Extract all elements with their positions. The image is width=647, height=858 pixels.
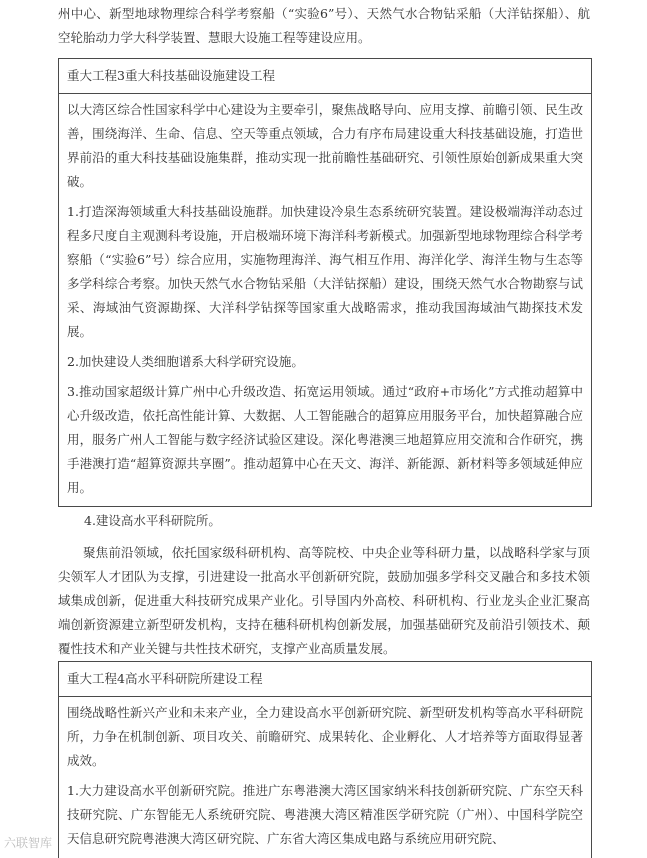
major-project-3-title: 重大工程3重大科技基础设施建设工程 <box>59 59 591 94</box>
major-project-4-box <box>58 661 592 858</box>
major-project-4-body <box>59 697 591 851</box>
major-project-3-para-1: 以大湾区综合性国家科学中心建设为主要牵引，聚焦战略导向、应用支撑、前瞻引领、民生改善，围绕海洋、生命、信息、空天等重点领域，合力有序布局建设重大科技基础设施，打造世界前沿的重大科技基础设施集群，推动实现一批前瞻性基础研究、引领性原始创新成果重大突破。 <box>67 102 583 189</box>
section-heading: 4.建设高水平科研院所。 <box>84 513 221 528</box>
major-project-3-body <box>59 94 591 500</box>
watermark-text: 六联智库 <box>4 836 53 850</box>
major-project-4-para-1: 围绕战略性新兴产业和未来产业，全力建设高水平创新研究院、新型研发机构等高水平科研院所，力争在机制创新、项目攻关、前瞻研究、成果转化、企业孵化、人才培养等方面取得显著成效。 <box>67 705 583 768</box>
major-project-3-para-4: 3.推动国家超级计算广州中心升级改造、拓宽运用领域。通过“政府+市场化”方式推动超算中心升级改造，依托高性能计算、大数据、人工智能融合的超算应用服务平台，加快超算融合应用，服务广州人工智能与数字经济试验区建设。深化粤港澳三地超算应用交流和合作研究，携手港澳打造“超算资源共享圈”。推动超算中心在天文、海洋、新能源、新材料等多领域延伸应用。 <box>67 384 583 495</box>
major-project-4-para-2: 1.大力建设高水平创新研究院。推进广东粤港澳大湾区国家纳米科技创新研究院、广东空天科技研究院、广东智能无人系统研究院、粤港澳大湾区精准医学研究院（广州）、中国科学院空天信息研究院粤港澳大湾区研究院、广东省大湾区集成电路与系统应用研究院、 <box>67 783 583 846</box>
major-project-3-para-2: 1.打造深海领域重大科技基础设施群。加快建设冷泉生态系统研究装置。建设极端海洋动态过程多尺度自主观测科考设施，开启极端环境下海洋科考新模式。加强新型地球物理综合科学考察船（“实验6”号）综合应用，实施物理海洋、海气相互作用、海洋化学、海洋生物与生态等多学科综合考察。加快天然气水合物钻采船（大洋钻探船）建设，围绕天然气水合物勘察与试采、海域油气资源勘探、大洋科学钻探等国家重大战略需求，推动我国海域油气勘探技术发展。 <box>67 204 583 339</box>
intro-paragraph-tail: 州中心、新型地球物理综合科学考察船（“实验6”号）、天然气水合物钻采船（大洋钻探船）、航空轮胎动力学大科学装置、慧眼大设施工程等建设应用。 <box>58 6 590 45</box>
major-project-3-para-3: 2.加快建设人类细胞谱系大科学研究设施。 <box>67 354 304 369</box>
section-paragraph: 聚焦前沿领域，依托国家级科研机构、高等院校、中央企业等科研力量，以战略科学家与顶尖领军人才团队为支撑，引进建设一批高水平创新研究院，鼓励加强多学科交叉融合和多技术领域集成创新，促进重大科技研究成果产业化。引导国内外高校、科研机构、行业龙头企业汇聚高端创新资源建立新型研发机构，支持在穗科研机构创新发展，加强基础研究及前沿引领技术、颠覆性技术和产业关键与共性技术研究，支撑产业高质量发展。 <box>58 545 590 656</box>
watermark-logo <box>4 834 52 851</box>
major-project-3-box <box>58 58 592 507</box>
major-project-4-title: 重大工程4高水平科研院所建设工程 <box>59 662 591 697</box>
